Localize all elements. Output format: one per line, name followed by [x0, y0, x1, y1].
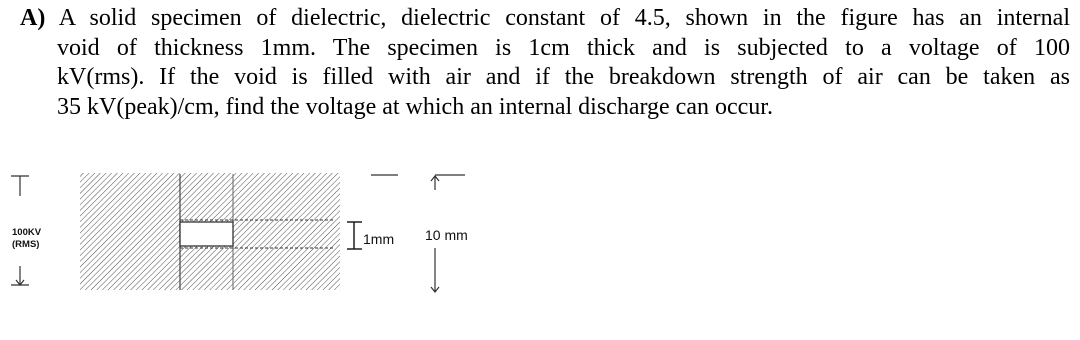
specimen-diagram: [0, 160, 560, 310]
question-label: A): [20, 5, 46, 31]
internal-void: [180, 222, 233, 246]
question-line-1: A) A solid specimen of dielectric, dielectric constant of 4.5, shown in the figure has an internal: [20, 5, 1070, 31]
question-line-4: 35 kV(peak)/cm, find the voltage at which an internal discharge can occur.: [57, 93, 773, 120]
voltage-label: 100KV (RMS): [12, 227, 42, 250]
specimen-thickness-label: 10 mm: [425, 227, 468, 243]
question-text: [20, 4, 1070, 122]
question-line-2: void of thickness 1mm. The specimen is 1cm thick and is subjected to a voltage of 100: [57, 34, 1070, 61]
void-thickness-dimension: [347, 222, 362, 249]
void-thickness-label: 1mm: [363, 231, 395, 247]
question-line-3: kV(rms). If the void is filled with air and if the breakdown strength of air can be taken as: [57, 64, 1070, 90]
specimen-figure: [0, 160, 560, 310]
